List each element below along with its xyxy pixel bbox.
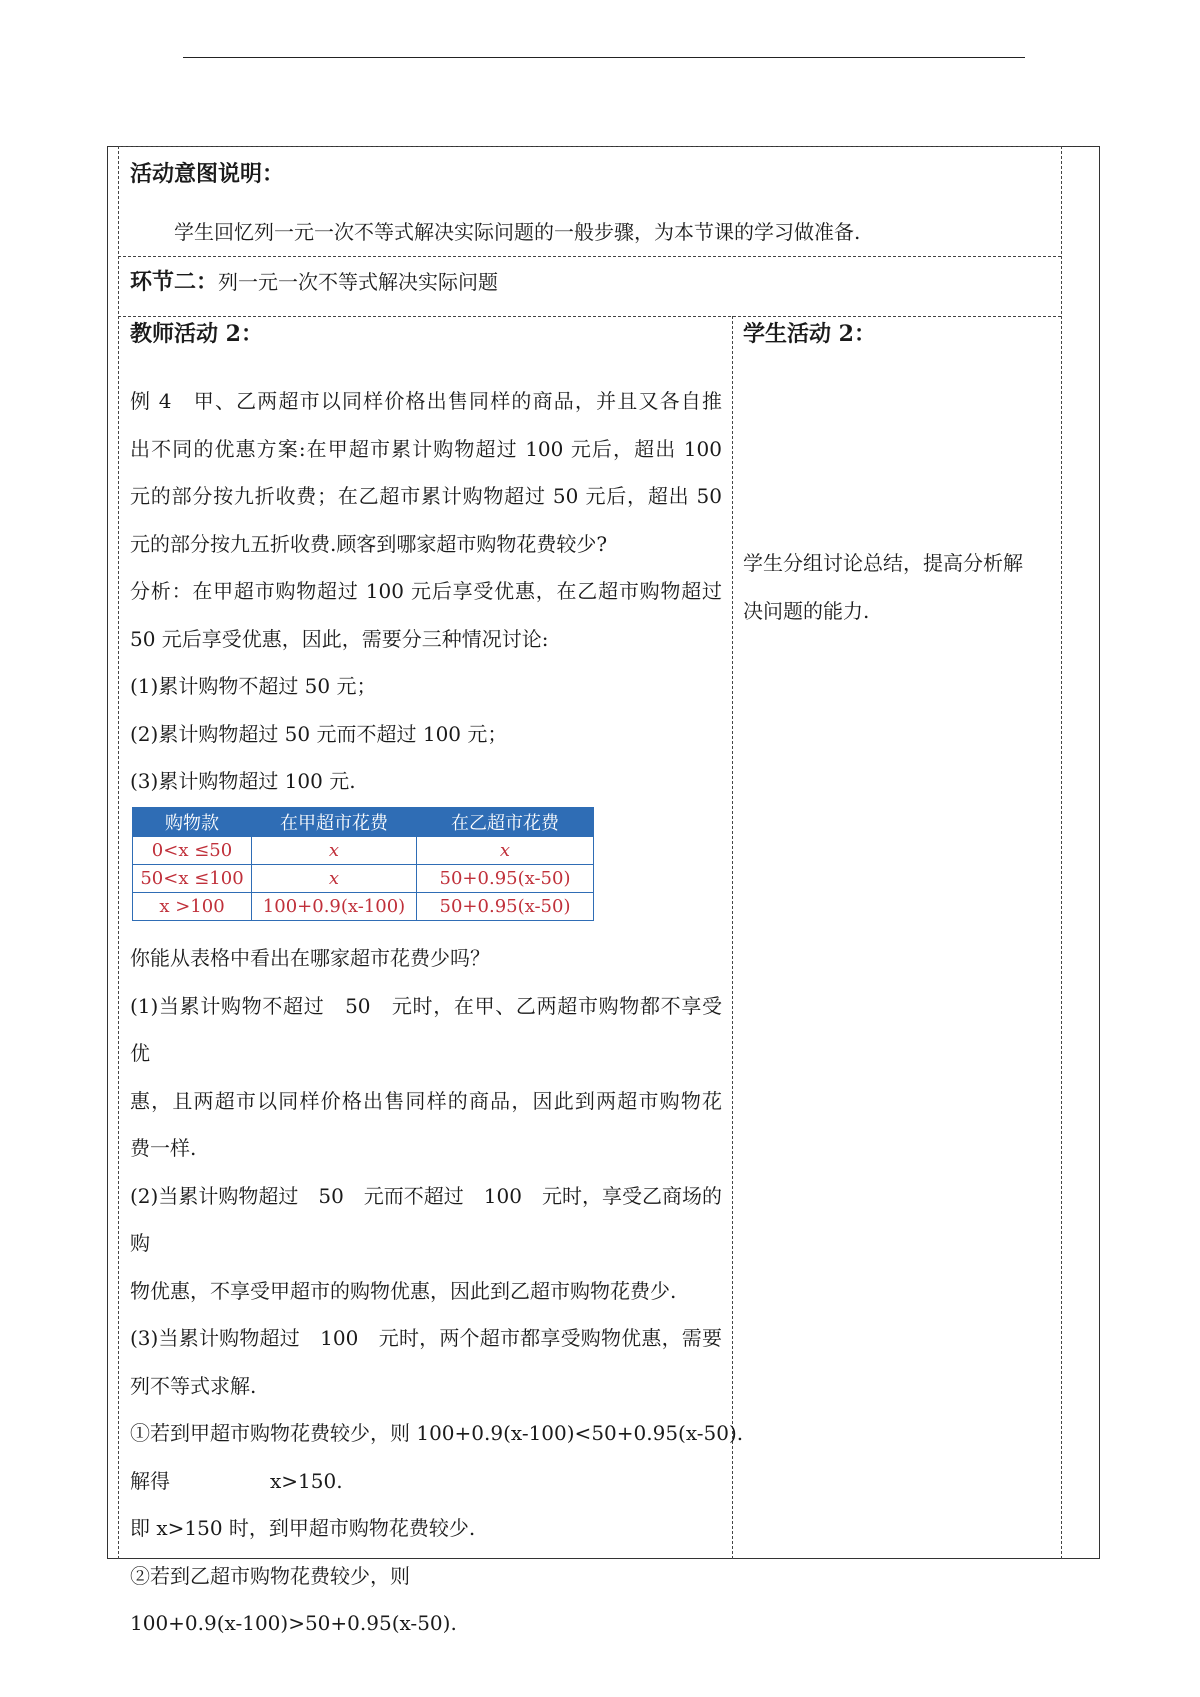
example-line: 出不同的优惠方案:在甲超市累计购物超过 100 元后，超出 100	[130, 436, 722, 461]
example-line: 元的部分按九五折收费.顾客到哪家超市购物花费较少?	[130, 531, 608, 556]
example-line: 元的部分按九折收费；在乙超市累计购物超过 50 元后，超出 50	[130, 484, 722, 508]
example-line: 50 元后享受优惠，因此，需要分三种情况讨论:	[130, 626, 549, 651]
table-cell: 50<x ≤100	[133, 865, 252, 893]
header-rule	[183, 57, 1025, 58]
table-cell: 0<x ≤50	[133, 837, 252, 865]
row-divider-1	[118, 146, 1061, 147]
table-cell: 50+0.95(x-50)	[417, 893, 594, 921]
table-cell: x	[417, 837, 594, 865]
answer-line: 100+0.9(x-100)>50+0.95(x-50).	[130, 1611, 457, 1635]
answer-line: (2)当累计购物超过 50 元而不超过 100 元时，享受乙商场的购	[130, 1183, 722, 1255]
answer-line: (1)当累计购物不超过 50 元时，在甲、乙两超市购物都不享受优	[130, 993, 722, 1065]
table-header: 在甲超市花费	[252, 808, 417, 837]
table-row	[133, 837, 594, 865]
teacher-title: 教师活动 2：	[130, 321, 263, 347]
table-cell: 100+0.9(x-100)	[252, 893, 417, 921]
student-title: 学生活动 2：	[743, 321, 876, 347]
price-table	[132, 807, 594, 921]
row-divider-2	[118, 256, 1061, 257]
answer-line: 物优惠，不享受甲超市的购物优惠，因此到乙超市购物花费少.	[130, 1278, 677, 1303]
teacher-example	[130, 378, 722, 806]
example-line: 例 4 甲、乙两超市以同样价格出售同样的商品，并且又各自推	[130, 389, 722, 413]
answer-line: 惠，且两超市以同样价格出售同样的商品，因此到两超市购物花	[130, 1088, 722, 1113]
intent-title: 活动意图说明：	[130, 161, 285, 187]
answer-line: 费一样.	[130, 1136, 197, 1160]
table-row	[133, 893, 594, 921]
answer-line: 解得 x>150.	[130, 1468, 343, 1493]
answer-line: 即 x>150 时，到甲超市购物花费较少.	[130, 1516, 476, 1540]
student-notes	[743, 540, 1053, 635]
student-line: 学生分组讨论总结，提高分析解	[743, 551, 1023, 575]
right-column-divider	[1061, 146, 1062, 1559]
student-line: 决问题的能力.	[743, 598, 870, 623]
row-divider-3	[118, 316, 1061, 317]
answer-line: ①若到甲超市购物花费较少，则 100+0.9(x-100)<50+0.95(x-50).	[130, 1421, 744, 1445]
answer-line: 列不等式求解.	[130, 1373, 257, 1398]
teacher-answer	[130, 935, 744, 1648]
teacher-student-divider	[732, 316, 733, 1559]
example-line: (3)累计购物超过 100 元.	[130, 769, 356, 793]
left-inner-divider	[118, 146, 119, 1559]
intent-body: 学生回忆列一元一次不等式解决实际问题的一般步骤，为本节课的学习做准备.	[174, 220, 861, 244]
table-row	[133, 865, 594, 893]
section-two-label: 环节二：	[130, 269, 219, 295]
answer-line: 你能从表格中看出在哪家超市花费少吗？	[130, 946, 490, 970]
table-cell: x >100	[133, 893, 252, 921]
section-two-text: 列一元一次不等式解决实际问题	[218, 270, 499, 294]
section-two-heading	[130, 268, 498, 296]
table-cell: x	[252, 865, 417, 893]
answer-line: ②若到乙超市购物花费较少，则	[130, 1563, 410, 1588]
example-line: (2)累计购物超过 50 元而不超过 100 元；	[130, 721, 508, 746]
table-header: 在乙超市花费	[417, 808, 594, 837]
example-line: 分析：在甲超市购物超过 100 元后享受优惠，在乙超市购物超过	[130, 579, 722, 603]
table-cell: 50+0.95(x-50)	[417, 865, 594, 893]
answer-line: (3)当累计购物超过 100 元时，两个超市都享受购物优惠，需要	[130, 1326, 722, 1350]
table-header: 购物款	[133, 808, 252, 837]
example-line: (1)累计购物不超过 50 元；	[130, 674, 377, 698]
table-cell: x	[252, 837, 417, 865]
